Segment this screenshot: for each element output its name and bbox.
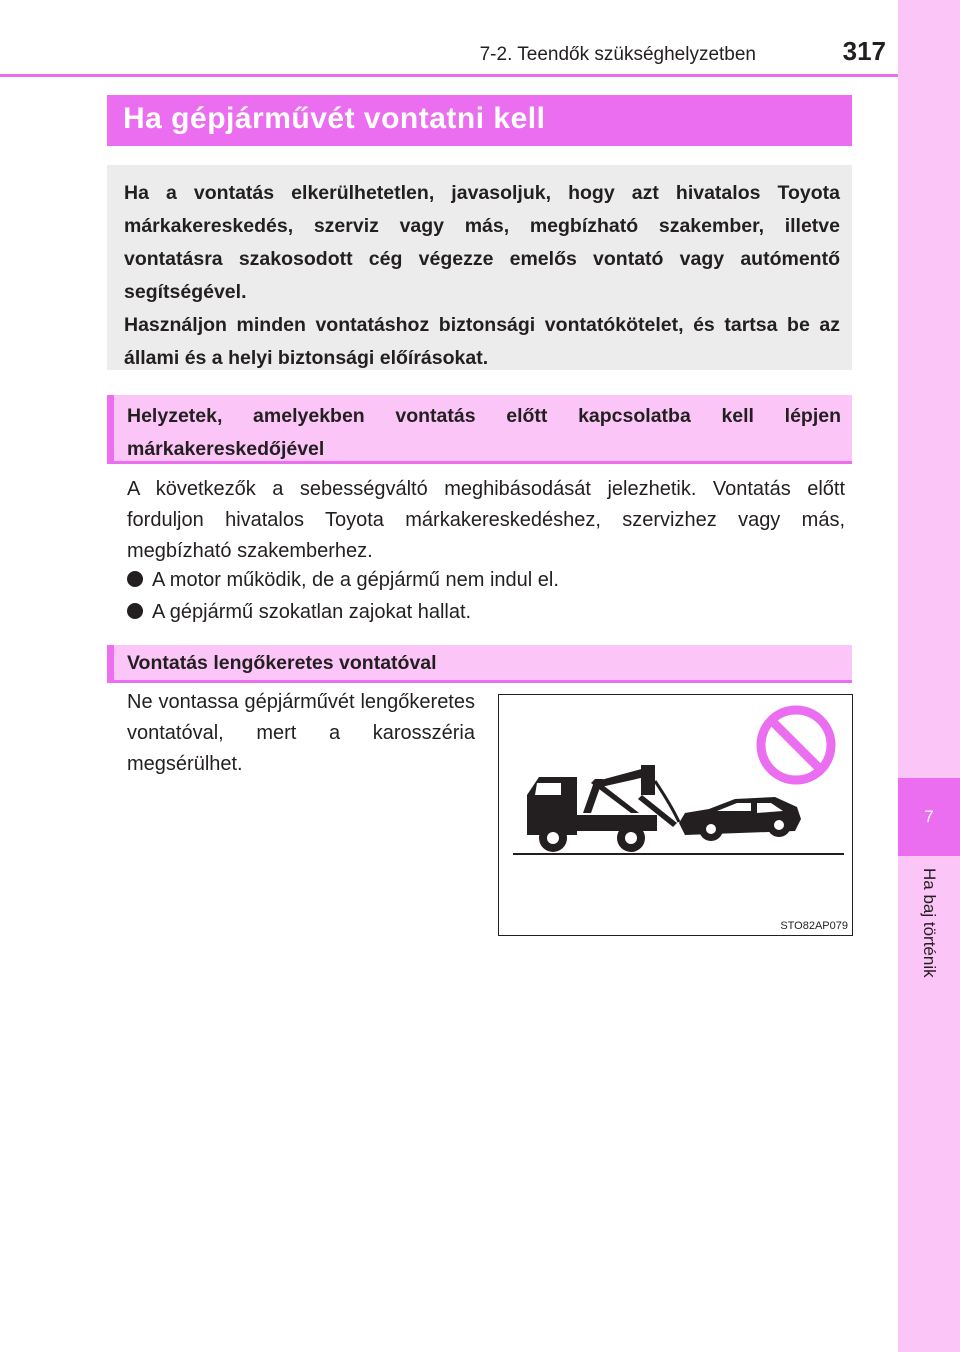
- chapter-side-strip: [898, 0, 960, 1352]
- chapter-label: Ha baj történik: [920, 868, 939, 978]
- section-heading-tow-truck: [107, 645, 852, 683]
- section-dealer-body: A következők a sebességváltó meghibásodását jelezhetik. Vontatás előtt forduljon hivatalos Toyota márkakereskedéshez, szervizhez vagy más, megbízható szakemberhez.: [127, 478, 845, 562]
- figure-code: STO82AP079: [780, 920, 848, 932]
- section-heading-dealer-text: Helyzetek, amelyekben vontatás előtt kapcsolatba kell lépjen márkakereskedőjével: [127, 405, 841, 460]
- list-item-text: A gépjármű szokatlan zajokat hallat.: [152, 601, 472, 623]
- page-title: Ha gépjárművét vontatni kell: [123, 102, 546, 135]
- intro-paragraph-1: Ha a vontatás elkerülhetetlen, javasoljuk, hogy azt hivatalos Toyota márkakereskedés, szerviz vagy más, megbízható szakember, illetve vontatásra szakosodott cég végezze emelős vontató vagy autómentő segítségével.: [124, 182, 840, 303]
- list-item: [127, 599, 471, 625]
- page-title-bar: [107, 95, 852, 146]
- chapter-number-tab[interactable]: 7: [898, 778, 960, 856]
- intro-box: [107, 165, 852, 370]
- list-item-text: A motor működik, de a gépjármű nem indul el.: [152, 569, 559, 591]
- bullet-icon: [127, 603, 143, 619]
- bullet-icon: [127, 571, 143, 587]
- section-tow-truck-body: Ne vontassa gépjárművét lengőkeretes vontatóval, mert a karosszéria megsérülhet.: [127, 691, 475, 775]
- header-section-title: 7-2. Teendők szükséghelyzetben: [479, 44, 756, 65]
- car-icon: [679, 797, 801, 841]
- header-divider: [0, 74, 898, 77]
- prohibition-icon: [761, 710, 831, 780]
- intro-paragraph-2: Használjon minden vontatáshoz biztonsági vontatókötelet, és tartsa be az állami és a helyi biztonsági előírásokat.: [124, 314, 840, 369]
- section-heading-dealer: [107, 395, 852, 464]
- truck-icon: [527, 765, 677, 852]
- tow-truck-drawing: [499, 695, 852, 935]
- section-heading-tow-truck-text: Vontatás lengőkeretes vontatóval: [127, 652, 437, 674]
- heading-accent-bar: [107, 645, 114, 680]
- page-number: 317: [842, 36, 886, 66]
- heading-accent-bar: [107, 395, 114, 461]
- tow-truck-illustration: [498, 694, 853, 936]
- list-item: [127, 567, 559, 593]
- intro-text: [124, 177, 840, 375]
